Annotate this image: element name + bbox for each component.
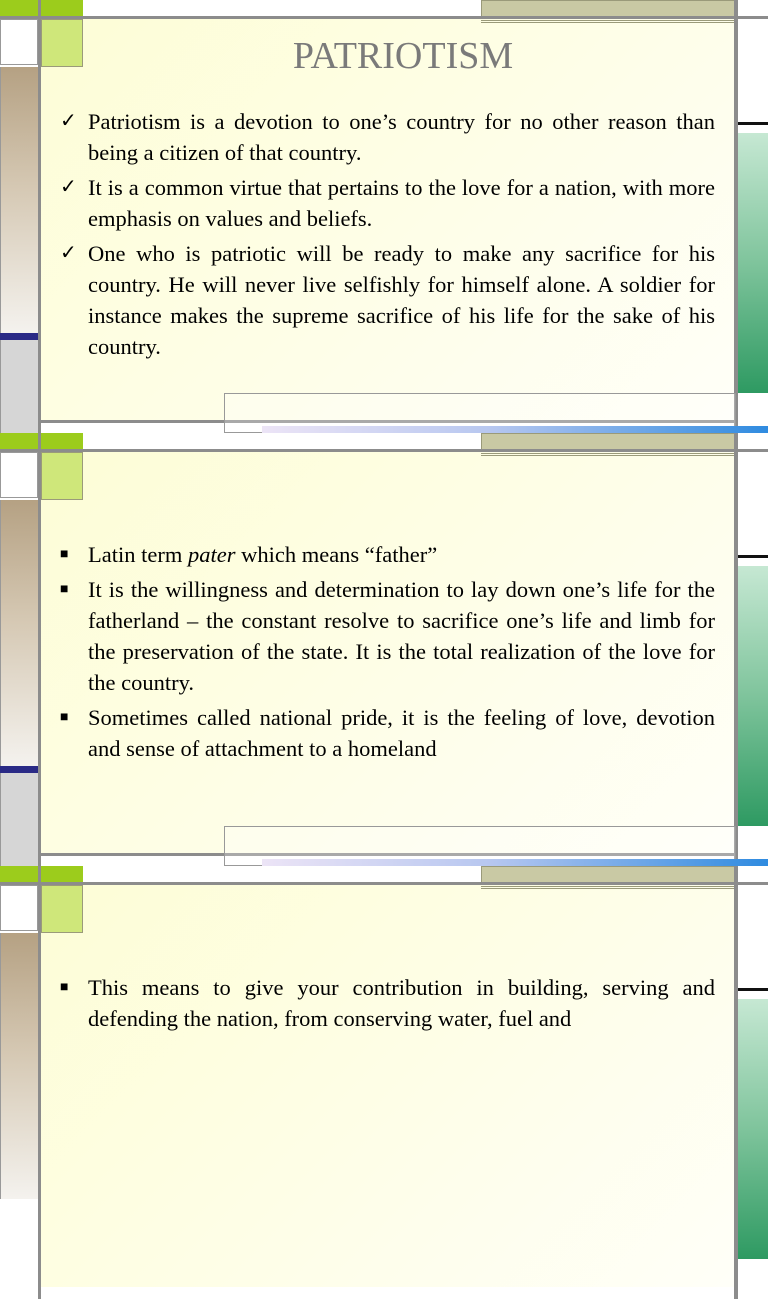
- green-corner-bar: [0, 433, 83, 449]
- tan-header-bar: [481, 866, 736, 883]
- right-green-bar: [738, 133, 768, 393]
- list-item: ■ Latin term pater which means “father”: [60, 539, 715, 570]
- frame-top-line: [0, 16, 768, 19]
- slide-2: [0, 433, 768, 866]
- bullet-list: [60, 972, 715, 1038]
- white-corner-square: [0, 885, 38, 931]
- right-black-line: [738, 122, 768, 125]
- list-item: ✓ One who is patriotic will be ready to make any sacrifice for his country. He will never live selfishly for himself alone. A soldier for instance makes the supreme sacrifice of his life for the sake of his country.: [60, 238, 715, 362]
- checkmark-icon: ✓: [60, 242, 77, 264]
- square-bullet-icon: ■: [60, 547, 69, 562]
- right-green-bar: [738, 566, 768, 826]
- left-grey-block: [0, 340, 38, 433]
- list-item: ■ This means to give your contribution in building, serving and defending the nation, from conserving water, fuel and: [60, 972, 715, 1034]
- green-corner-bar: [0, 866, 83, 882]
- list-item: ✓ It is a common virtue that pertains to the love for a nation, with more emphasis on values and beliefs.: [60, 172, 715, 234]
- white-corner-square: [0, 452, 38, 498]
- blue-gradient-bar: [262, 859, 768, 866]
- square-bullet-icon: ■: [60, 582, 69, 597]
- frame-top-line: [0, 449, 768, 452]
- list-item: ■ Sometimes called national pride, it is the feeling of love, devotion and sense of attachment to a homeland: [60, 702, 715, 764]
- green-corner-bar: [0, 0, 83, 16]
- lime-corner-square: [41, 452, 83, 500]
- bullet-list: [60, 106, 715, 366]
- slide-panel: [40, 884, 734, 1287]
- right-black-line: [738, 555, 768, 558]
- left-navy-strip: [0, 766, 38, 773]
- slide-title: PATRIOTISM: [292, 35, 514, 77]
- left-navy-strip: [0, 333, 38, 340]
- frame-top-line: [0, 882, 768, 885]
- right-black-line: [738, 988, 768, 991]
- slide-1: [0, 0, 768, 433]
- left-gradient-bar: [0, 933, 38, 1199]
- checkmark-icon: ✓: [60, 110, 77, 132]
- left-gradient-bar: [0, 500, 38, 766]
- bullet-list: [60, 539, 715, 768]
- list-item: ■ It is the willingness and determination to lay down one’s life for the fatherland – the constant resolve to sacrifice one’s life and limb for the preservation of the state. It is the total realization of the love for the country.: [60, 574, 715, 698]
- right-green-bar: [738, 999, 768, 1259]
- tan-header-line: [481, 886, 736, 889]
- left-gradient-bar: [0, 67, 38, 333]
- tan-header-line: [481, 453, 736, 456]
- square-bullet-icon: ■: [60, 980, 69, 995]
- tan-header-bar: [481, 433, 736, 450]
- tan-header-bar: [481, 0, 736, 17]
- left-grey-block: [0, 773, 38, 866]
- tan-header-line: [481, 20, 736, 23]
- lime-corner-square: [41, 885, 83, 933]
- checkmark-icon: ✓: [60, 176, 77, 198]
- white-corner-square: [0, 19, 38, 65]
- slide-3: [0, 866, 768, 1299]
- blue-gradient-bar: [262, 426, 768, 433]
- square-bullet-icon: ■: [60, 710, 69, 725]
- list-item: ✓ Patriotism is a devotion to one’s country for no other reason than being a citizen of that country.: [60, 106, 715, 168]
